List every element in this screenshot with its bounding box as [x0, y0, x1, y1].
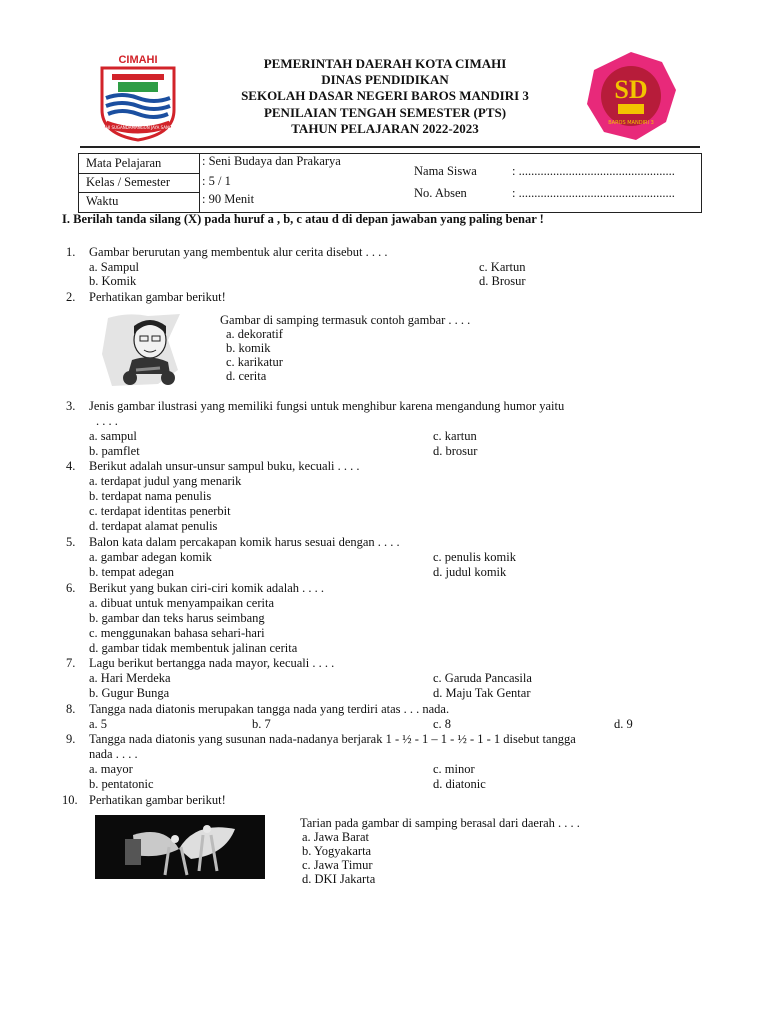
waktu-value: : 90 Menit: [202, 192, 255, 206]
q2-number: 2.: [66, 290, 76, 304]
q9-text: Tangga nada diatonis yang susunan nada-nadanya berjarak 1 - ½ - 1 – 1 - ½ - 1 - 1 disebut tangga: [89, 732, 576, 746]
caricature-image: [98, 310, 186, 388]
waktu-label: Waktu: [86, 194, 119, 208]
q5-option-a[interactable]: a. gambar adegan komik: [89, 550, 212, 564]
absen-field[interactable]: : ..................................................: [512, 186, 675, 200]
header-line-4: PENILAIAN TENGAH SEMESTER (PTS): [263, 105, 507, 120]
q4-number: 4.: [66, 459, 76, 473]
q2-option-b[interactable]: b. komik: [226, 341, 271, 355]
q8-option-c[interactable]: c. 8: [433, 717, 452, 731]
q1-text: Gambar berurutan yang membentuk alur cerita disebut . . . .: [89, 245, 388, 259]
q6-option-a[interactable]: a. dibuat untuk menyampaikan cerita: [89, 596, 275, 610]
q2-option-c[interactable]: c. karikatur: [226, 355, 283, 369]
student-info-box: [78, 153, 702, 213]
q6-option-c[interactable]: c. menggunakan bahasa sehari-hari: [89, 626, 265, 640]
q7-option-c[interactable]: c. Garuda Pancasila: [433, 671, 532, 685]
q10-number: 10.: [62, 793, 78, 807]
q7-option-a[interactable]: a. Hari Merdeka: [89, 671, 171, 685]
q4-option-d[interactable]: d. terdapat alamat penulis: [89, 519, 218, 533]
q2-option-d[interactable]: d. cerita: [226, 369, 267, 383]
q3-text: Jenis gambar ilustrasi yang memiliki fungsi untuk menghibur karena mengandung humor yaitu: [89, 399, 565, 413]
q6-option-b[interactable]: b. gambar dan teks harus seimbang: [89, 611, 265, 625]
q9-option-d[interactable]: d. diatonic: [433, 777, 486, 791]
q6-option-d[interactable]: d. gambar tidak membentuk jalinan cerita: [89, 641, 298, 655]
q8-number: 8.: [66, 702, 76, 716]
q2-text: Perhatikan gambar berikut!: [89, 290, 226, 304]
q9-number: 9.: [66, 732, 76, 746]
q10-option-c[interactable]: c. Jawa Timur: [302, 858, 373, 872]
q3-text-cont: . . . .: [96, 414, 118, 428]
q6-text: Berikut yang bukan ciri-ciri komik adalah . . . .: [89, 581, 325, 595]
q2-option-a[interactable]: a. dekoratif: [226, 327, 283, 341]
q9-option-c[interactable]: c. minor: [433, 762, 475, 776]
q4-text: Berikut adalah unsur-unsur sampul buku, kecuali . . . .: [89, 459, 360, 473]
cimahi-logo: [98, 52, 178, 142]
nama-label: Nama Siswa: [414, 164, 477, 178]
school-logo: [584, 50, 679, 142]
mapel-value: : Seni Budaya dan Prakarya: [202, 154, 341, 168]
q1-option-b[interactable]: b. Komik: [89, 274, 137, 288]
absen-label: No. Absen: [414, 186, 467, 200]
q5-number: 5.: [66, 535, 76, 549]
q5-option-d[interactable]: d. judul komik: [433, 565, 507, 579]
q3-option-b[interactable]: b. pamflet: [89, 444, 140, 458]
q5-option-b[interactable]: b. tempat adegan: [89, 565, 175, 579]
q3-number: 3.: [66, 399, 76, 413]
q7-number: 7.: [66, 656, 76, 670]
q10-option-d[interactable]: d. DKI Jakarta: [302, 872, 376, 886]
header-line-1: PEMERINTAH DAERAH KOTA CIMAHI: [263, 56, 507, 71]
q8-option-a[interactable]: a. 5: [89, 717, 108, 731]
instruction: I. Berilah tanda silang (X) pada huruf a , b, c atau d di depan jawaban yang paling benar !: [62, 212, 544, 226]
header-line-2: DINAS PENDIDIKAN: [321, 72, 449, 87]
q4-option-c[interactable]: c. terdapat identitas penerbit: [89, 504, 231, 518]
q8-option-d[interactable]: d. 9: [614, 717, 633, 731]
q10-option-a[interactable]: a. Jawa Barat: [302, 830, 369, 844]
q5-option-c[interactable]: c. penulis komik: [433, 550, 516, 564]
q7-text: Lagu berikut bertangga nada mayor, kecuali . . . .: [89, 656, 335, 670]
q8-option-b[interactable]: b. 7: [252, 717, 271, 731]
q3-option-d[interactable]: d. brosur: [433, 444, 478, 458]
q2-stem: Gambar di samping termasuk contoh gambar . . . .: [220, 313, 471, 327]
logo-caption: BAROS MANDIRI 3: [608, 120, 654, 126]
logo-initials: SD: [614, 75, 648, 104]
q1-option-c[interactable]: c. Kartun: [479, 260, 526, 274]
q4-option-b[interactable]: b. terdapat nama penulis: [89, 489, 212, 503]
q1-number: 1.: [66, 245, 76, 259]
header-line-5: TAHUN PELAJARAN 2022-2023: [291, 121, 479, 136]
logo-motto-text: CIMAHI SUGANDAMANGUN JAYA SANGKAR: [98, 125, 178, 130]
q7-option-d[interactable]: d. Maju Tak Gentar: [433, 686, 531, 700]
q3-option-c[interactable]: c. kartun: [433, 429, 477, 443]
q4-option-a[interactable]: a. terdapat judul yang menarik: [89, 474, 242, 488]
q9-option-b[interactable]: b. pentatonic: [89, 777, 154, 791]
q10-stem: Tarian pada gambar di samping berasal dari daerah . . . .: [300, 816, 580, 830]
header-line-3: SEKOLAH DASAR NEGERI BAROS MANDIRI 3: [241, 88, 529, 103]
kelas-label: Kelas / Semester: [86, 175, 171, 189]
q3-option-a[interactable]: a. sampul: [89, 429, 137, 443]
mapel-label: Mata Pelajaran: [86, 156, 162, 170]
q1-option-d[interactable]: d. Brosur: [479, 274, 526, 288]
q9-option-a[interactable]: a. mayor: [89, 762, 133, 776]
dance-photo: [95, 815, 265, 879]
kelas-value: : 5 / 1: [202, 174, 231, 188]
q5-text: Balon kata dalam percakapan komik harus sesuai dengan . . . .: [89, 535, 400, 549]
logo-city-text: CIMAHI: [118, 54, 158, 66]
q1-option-a[interactable]: a. Sampul: [89, 260, 139, 274]
q10-option-b[interactable]: b. Yogyakarta: [302, 844, 372, 858]
header-rule: [80, 146, 700, 148]
nama-field[interactable]: : ..................................................: [512, 164, 675, 178]
q10-text: Perhatikan gambar berikut!: [89, 793, 226, 807]
q9-text-cont: nada . . . .: [89, 747, 138, 761]
q6-number: 6.: [66, 581, 76, 595]
q7-option-b[interactable]: b. Gugur Bunga: [89, 686, 170, 700]
q8-text: Tangga nada diatonis merupakan tangga nada yang terdiri atas . . . nada.: [89, 702, 450, 716]
